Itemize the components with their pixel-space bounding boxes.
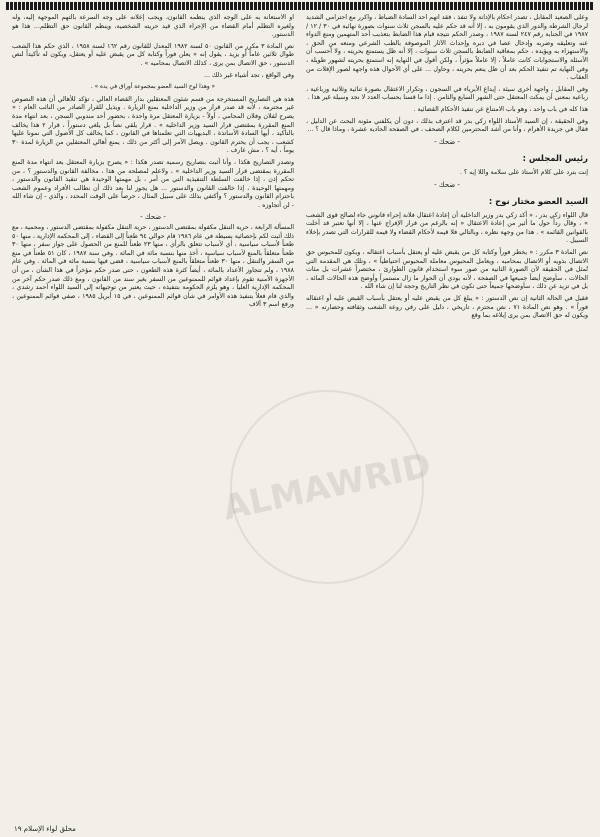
header-decoration — [6, 2, 594, 10]
right-paragraph-3: هذا كله في باب واحد ، وهو باب الامتناع عن تنفيذ الأحكام القضائية . — [413, 105, 588, 113]
laughter-note-2: - ضحك - — [434, 180, 460, 189]
left-paragraph-5: وتصدر التصاريح هكذا ، وأنا أثبت بتصاريح رسمية تصدر هكذا : « يصرح بزيارة المعتقل بعد انتهاء مدة المنع المقررة بمقتضى قرار السيد وزير الداخلية » ، ولاعلم لمصلحة من هذا ، مخالفة القانون والدستور ؟ ، من تحكم إذن ، إذا خالفت السلطة التنفيذية التي من أمر ، بل مهمتها الوحيدة هي تنفيذ القانون والدستور ، ومهمتها الوحيدة ، إذا خالفت القانون والدستور ... هل يجوز لنا بعد ذلك أن نطالب الأفراد وعموم الشعب باحترام القانون والدستور ؟ وأكتفي بذلك على سبيل المثال ، حرصاً على الوقت المحدد ، والذي - إن شاء الله - لن أتجاوزه . — [12, 158, 294, 209]
right-paragraph-6: نص المادة ٣ مكرر : « يخطر فوراً وكتابة كل من يقبض عليه أو يعتقل بأسباب اعتقاله ، ويكون للمحبوس حق الاتصال بذويه أو الاتصال بمحاميه ، ويعامل المحبوس معاملة المحبوس احتياطياً » ، وتلك هي المقدمة التي تُمثل في الحقيقة لأن الصورة الثانية من صور سوء استخدام قانون الطوارئ ، مختصراً عشرات بل مئات الحالات ، سأوضح أيضاً جميعها في الصفحة ، لأنه بودي أن الحوار ما زال مستمراً وأوضح هذه الحالات المائة ، بل في تزيد عن ذلك ، سأوضحها جميعاً حتى تكون في نظر التاريخ وحجة لنا إن شاء الله . — [306, 249, 588, 291]
president-line: إنت بترد على كلام الأستاذ على سلامة واللا إيه ؟ . — [459, 168, 588, 176]
left-paragraph-3: وفي الواقع ، تجد أشياء غير ذلك ... — [203, 71, 294, 79]
left-paragraph-4: هذه هي التصاريح المستخرجة من قسم شئون المعتقلين بدار القضاء العالي ، تؤكد للأهالي أن هذه النصوص غير محترمة ، لأنه قد صدر قرار من وزير الداخلية بمنع الزيارة . ويذيل للقرار الصادر من النائب العام : « يصرح لفلان وفلان المحامي ، أولاً - بزيارة المعتقل مرة واحدة ، بحضور أحد مندوبي السجن ، بعد انتهاء مدة المنع المقررة بمقتضى قرار السيد وزير الداخلية » . قرار يلقي نصاً بل يلغي دستوراً ، قرار ٢ هذا يخالف بالتأكيد ، أيها السادة الأساتذة ، البديهيات التي تعلمناها في القانون ، كما يخالف كل الأصول التي نمونا عليها كشعب ، يجب أن يحترم القانون . ويصل الأمر إلى أكثر من ذلك ، يمنع أهالي المعتقلين من الزيارة لمدة ٣٠ يوماً ، أيه ؟ ، مش عارف . — [12, 95, 294, 155]
laughter-note-1: - ضحك - — [434, 137, 460, 146]
right-paragraph-7: فقيل في الحالة الثانية إن نص الدستور : « يبلغ كل من يقبض عليه أو يعتقل بأسباب القبض عليه أو اعتقاله فوراً » . وهو نص المادة ٧١ ، نص محترم ، تاريخي ، دليل على رقي روعة الشعب وثقافته وحضارته « ... ويكون له حق الاتصال بمن يرى إبلاغه بما وقع — [306, 295, 588, 320]
watermark: ALMAWRID — [212, 372, 442, 602]
right-paragraph-5: قال اللواء زكي بدر ، « أكد زكي بدر وزير الداخلية أن إعادة اعتقال فلانة إجراء قانوني جاء لصالح قوى الشعب » ، وقال رداً حول ما أثير من إعادة الاعتقال « إنه بالرغم من قرار الإفراج عنها ، إلا أنها تعتبر قد أخلت بالقوانين القائمة » . هذا من وجهة نظره ، وبالتالي فلا قيمة لأحكام القضاء ولا قيمة للقرارات التي تصدر بإخلاء السبيل . — [306, 211, 588, 245]
page-content — [12, 14, 588, 819]
footer-page-number: محلق لواء الإسلام ١٩ — [14, 825, 76, 833]
left-column — [12, 14, 294, 819]
left-paragraph-2: نص المادة ٣ مكرر من القانون ٥٠ لسنة ١٩٨٢ المعدل للقانون رقم ١٦٢ لسنة ١٩٥٨ ، الذي حكم هذا الشعب طوال ثلاثين عاماً أو يزيد ، يقول إنه « يعلن فوراً وكتابة كل من يقبض عليه أو يعتقل، ويكون له تأكيداً لنص الدستور ، حق الاتصال بمن يرى ، كذلك الاتصال بمحاميه » . — [12, 42, 294, 67]
left-laughter-note: - ضحك - — [140, 213, 166, 222]
left-paragraph-1: أو الاستعانة به على الوجه الذي ينظمه القانون، ويجب إعلانه على وجه السرعة بالتهم الموجهة إليه، وله ولغيره التظلم أمام القضاء من الإجراء الذي قيد حريته الشخصية، وينظم القانون حق التظلم... هذا هو الدستور. — [12, 14, 294, 39]
right-column — [306, 14, 588, 819]
right-paragraph-2: وفي المقابل ، واجهة أخرى سيئة ، إيداع الأبرياء في السجون ، وتكرار الاعتقال بصورة ثنائية وثلاثية ورباعية ، رباعية بمعنى أن يمكث المعتقل حتى الشهر السابع والثامن . إذا ما قسنا بحساب العدد لا نجد وسيلة غير هذا . — [306, 85, 588, 102]
right-paragraph-4: وفي الحقيقة ، إن السيد الأستاذ اللواء زكي بدر قد اعترف بذلك ، دون أن يكلفني مئونة البحث عن الدليل ، فقال في جريدة الأهرام ، وأنا من أشد المحترمين لكلام الصحف ، في الصفحة الحادية عشرة ، وماذا قال ؟ ... — [306, 117, 588, 134]
speaker-label-member: السيد العضو مختار نوح : — [488, 196, 588, 207]
left-paragraph-6: المسألة الرابعة ، حرية التنقل مكفولة بمقتضى الدستور ، حرية التنقل مكفولة بمقتضى الدستور ، ومحمية ، مع ذلك أثبت لكم بإحصائية بسيطة في عام ١٩٨٦ قام حوالي ٩٤ طعناً إلى القضاء ، إلى المحكمة الإدارية ، منها ٥٠ طعناً لأسباب سياسية ، أي لأسباب تتعلق بالرأي ، منها ٢٣ طعناً للمنع من الحصول على جواز سفر ، منها ٣٠ طعناً متعلقاً بالمنع لأسباب سياسية ، أخذ منها بنسبة مائة في المائة . وفي سنة ١٩٨٧ ، كان ٥١ طعناً في منع من السفر والتنقل ، منها ٣٠ طعناً متعلقاً بالمنع لأسباب سياسية ، قضى فيها بنسبة مائة في المائة . وفي عام ١٩٨٨ ، ولم تتجاوز الأعداد بالمائة ، أيضاً كثرة هذه الطعون ، حتى صدر حكم مؤخراً في هذا الشأن ، من أن الأجهزة الأمنية تقوم بإعداد قوائم للممنوعين من السفر بغير سند من القانون ، ومع ذلك صدر حكم آخر من المحكمة الإدارية العليا ، وهو يلزم الحكومة بتنفيذه ، حيث يعتبر من توجيهاته إلى السيد اللواء أحمد رشدي ، والذي قام فعلاً بتنفيذ هذه الأوامر في شأن قوائم الممنوعين ، في ١٥ أبريل ١٩٨٥ ، صفي قوائم الممنوعين ، ورفع اسم ٣ آلاف — [12, 224, 294, 309]
left-small-note: « وهذا لوح السيد العضو بمجموعة أوراق في يده » . — [90, 84, 216, 91]
speaker-label-president: رئيس المجلس : — [522, 153, 588, 164]
right-paragraph-1: وعلى الصعيد المقابل ، تصدر أحكام بالإدانة ولا تنفذ ، فقد اتهم أحد السادة الضباط ، وأكرر مع احترامي الشديد لرجال الشرطة والدور الذي يقومون به ، إلا أنه قد حكم عليه بالسجن ثلاث سنوات بصورة نهائية في ٣٠ / ١٢ / ١٩٨٧ في الجناية رقم ٢٤٧ لسنة ١٩٨٧ ، وصدر الحكم نتيجة قيام هذا الضابط بتعذيب أحد المتهمين ومنع الدواء عنه وتعليقه وضربه وإدخال عصا في دبره وإحداث الآثار الموصوفة بالطب الشرعي ومنعه من الحق ، والاستهزاء به ويؤيده ، حكم بمعاقبة الضابط بالسجن ثلاث سنوات ، إلا أنه ظل يستمتع بحريته ، ولا أحسب أن الأسئلة والاستجوابات كانت عاملاً ، إلا عاملاً مؤثراً ، ولكن أقول في النهاية إنه استمتع بحريته لشهور طويلة ، وفي النهاية تم تنفيذ الحكم بعد أن ظل ينعم بحريته ، وحاول ... على أي الأحوال هذه واجهة لصور الإفلات من العقاب . — [306, 14, 588, 82]
